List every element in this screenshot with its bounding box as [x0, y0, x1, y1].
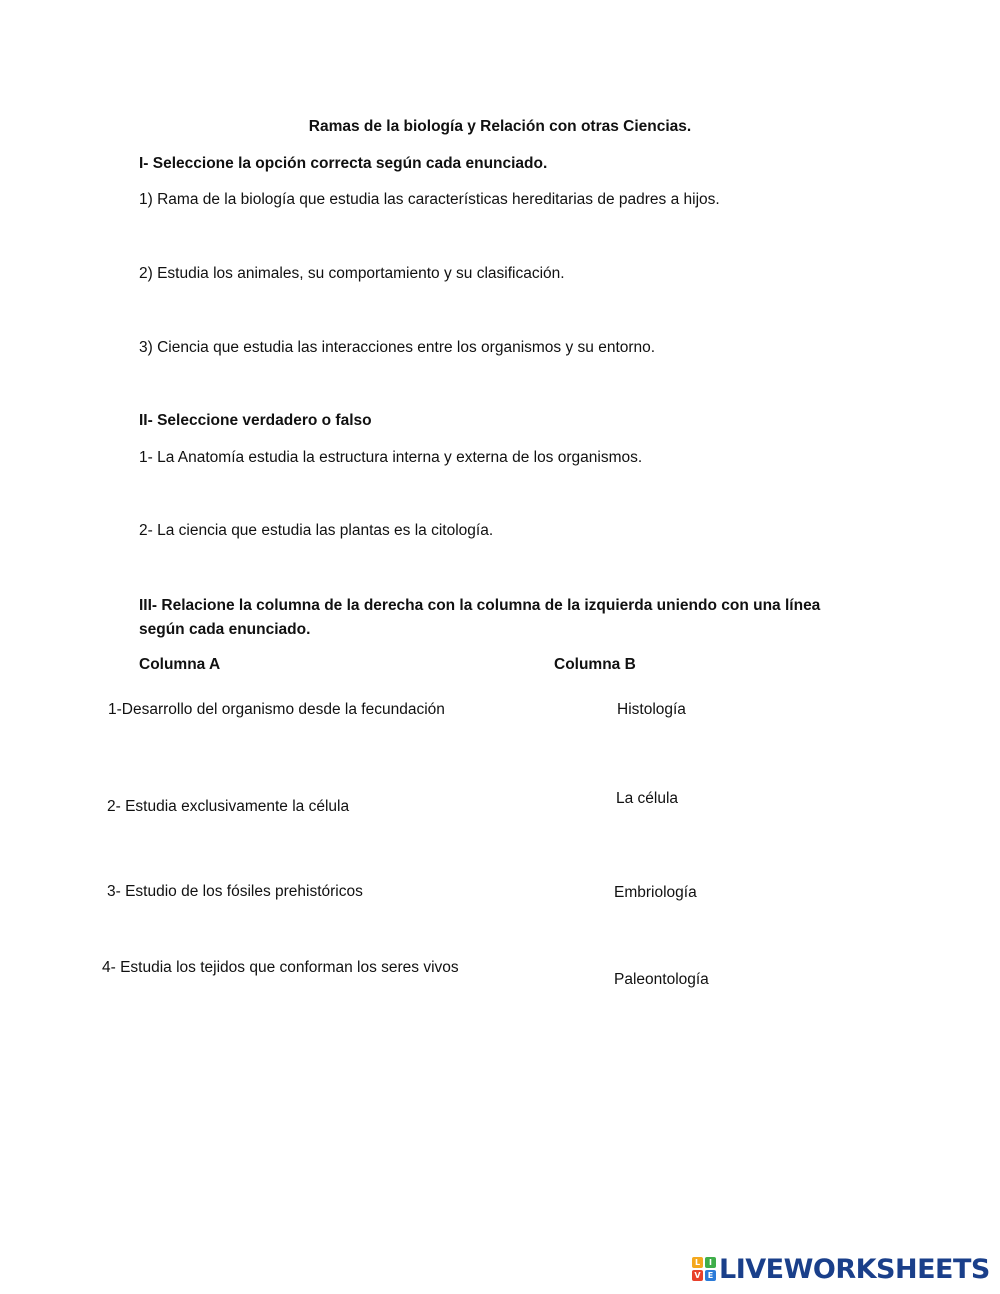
- section-3-heading: III- Relacione la columna de la derecha con la columna de la izquierda uniendo con una línea según cada enunciado.: [139, 597, 821, 638]
- question-2-2: 2- La ciencia que estudia las plantas es la citología.: [139, 522, 494, 539]
- logo-cell-l: L: [692, 1257, 703, 1268]
- column-b-item-1: Histología: [617, 701, 686, 718]
- liveworksheets-logo: [692, 1253, 990, 1285]
- question-1-2: 2) Estudia los animales, su comportamiento y su clasificación.: [139, 265, 565, 282]
- column-a-item-2: 2- Estudia exclusivamente la célula: [107, 798, 350, 815]
- column-b-label: Columna B: [554, 656, 636, 673]
- column-a-label: Columna A: [139, 656, 221, 673]
- column-a-item-4: 4- Estudia los tejidos que conforman los seres vivos: [102, 959, 459, 976]
- column-a-item-3: 3- Estudio de los fósiles prehistóricos: [107, 883, 363, 900]
- worksheet-title: Ramas de la biología y Relación con otras Ciencias.: [308, 118, 692, 135]
- column-a-item-1: 1-Desarrollo del organismo desde la fecundación: [108, 701, 445, 718]
- column-b-item-4: Paleontología: [614, 971, 709, 988]
- logo-text: LIVEWORKSHEETS: [719, 1253, 990, 1285]
- section-1-heading: I- Seleccione la opción correcta según cada enunciado.: [139, 155, 548, 172]
- logo-cell-e: E: [705, 1270, 716, 1281]
- column-b-item-2: La célula: [616, 790, 679, 807]
- logo-cell-v: V: [692, 1270, 703, 1281]
- column-b-item-3: Embriología: [614, 884, 697, 901]
- question-1-1: 1) Rama de la biología que estudia las características hereditarias de padres a hijos.: [139, 191, 720, 208]
- question-2-1: 1- La Anatomía estudia la estructura interna y externa de los organismos.: [139, 449, 643, 466]
- logo-cell-i: I: [705, 1257, 716, 1268]
- logo-grid-icon: [692, 1257, 716, 1281]
- section-2-heading: II- Seleccione verdadero o falso: [139, 412, 372, 429]
- question-1-3: 3) Ciencia que estudia las interacciones entre los organismos y su entorno.: [139, 339, 656, 356]
